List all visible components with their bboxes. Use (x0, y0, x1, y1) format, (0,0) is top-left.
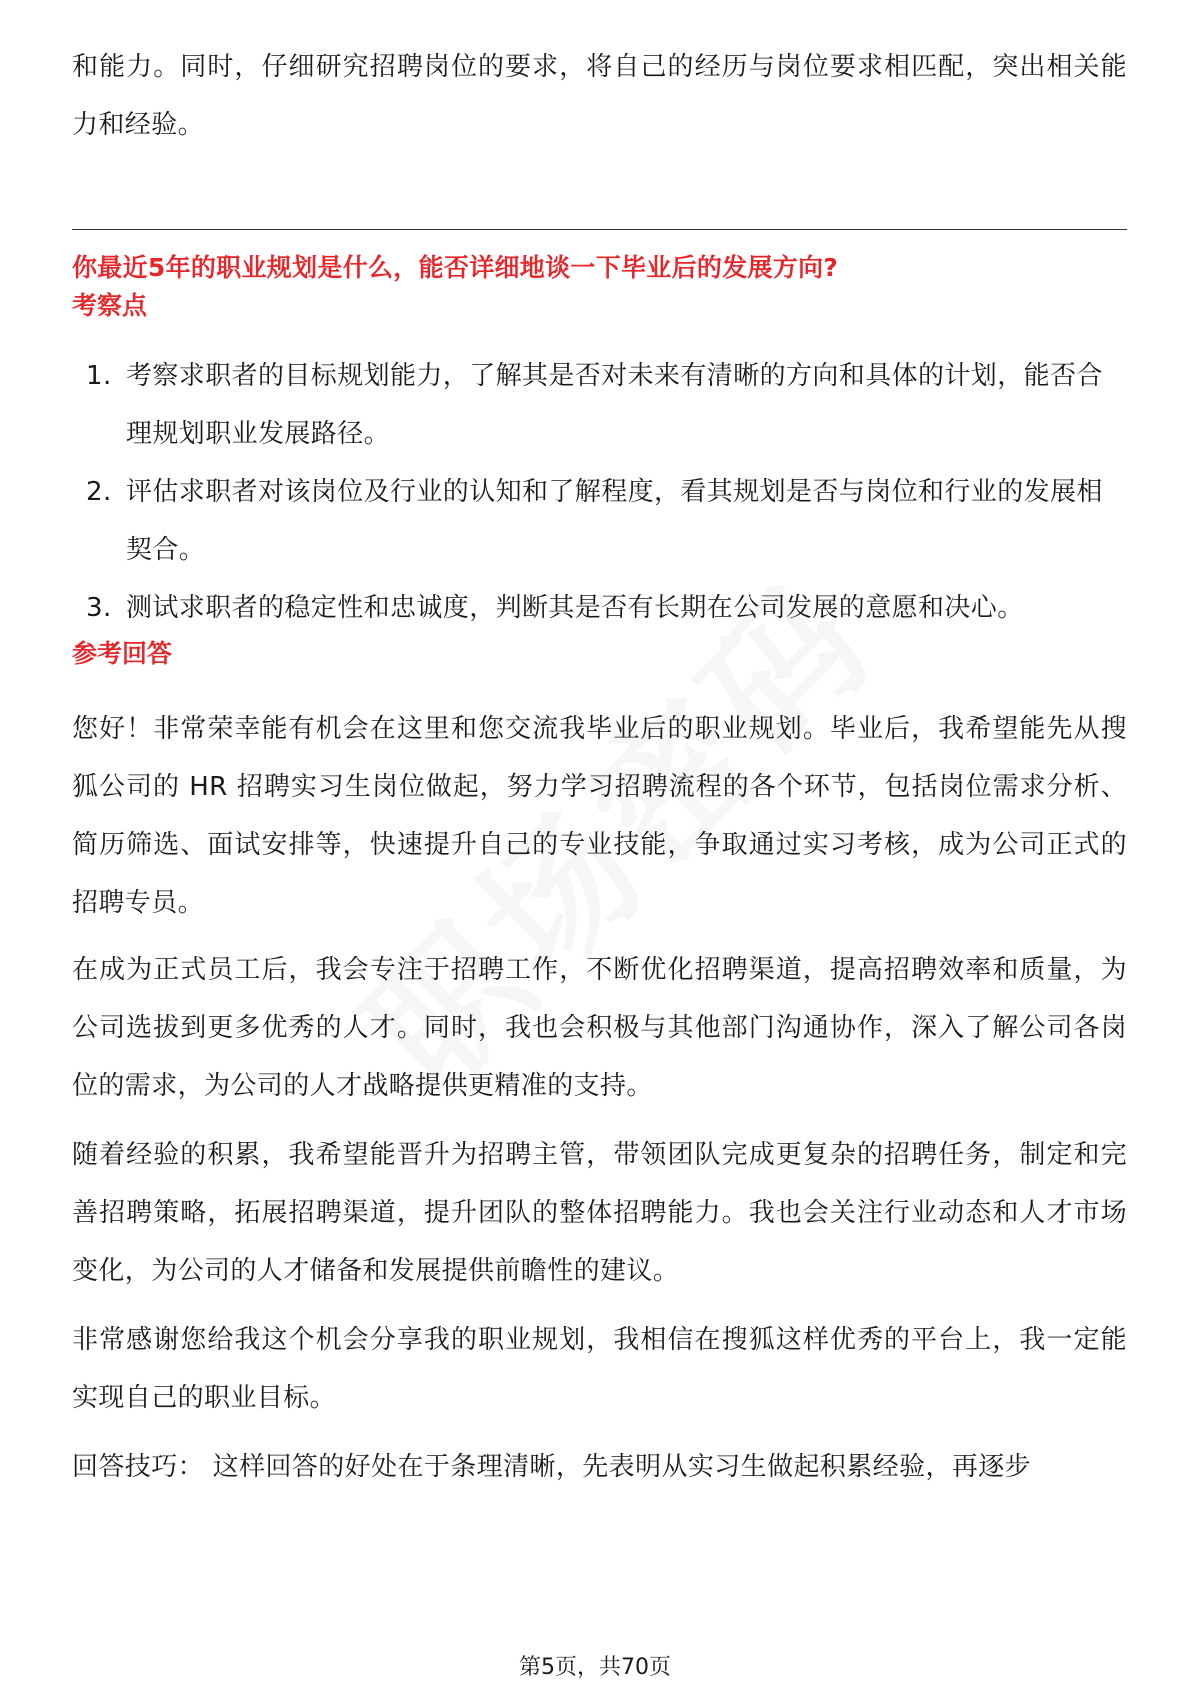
list-item-number: 1. (86, 361, 112, 391)
list-item-text: 评估求职者对该岗位及行业的认知和了解程度，看其规划是否与岗位和行业的发展相契合。 (126, 477, 1103, 565)
list-item (72, 579, 1127, 637)
list-item-text: 测试求职者的稳定性和忠诚度，判断其是否有长期在公司发展的意愿和决心。 (126, 593, 1024, 623)
answer-paragraph: 您好！非常荣幸能有机会在这里和您交流我毕业后的职业规划。毕业后，我希望能先从搜狐公司的 HR 招聘实习生岗位做起，努力学习招聘流程的各个环节，包括岗位需求分析、简历筛选、面试安排等，快速提升自己的专业技能，争取通过实习考核，成为公司正式的招聘专员。 (72, 714, 1127, 918)
intro-paragraph: 和能力。同时，仔细研究招聘岗位的要求，将自己的经历与岗位要求相匹配，突出相关能力和经验。 (72, 52, 1127, 140)
answer-paragraph-1-container (72, 700, 1127, 932)
intro-paragraph-container (72, 38, 1127, 154)
answer-paragraph-4-container (72, 1311, 1127, 1427)
answer-paragraph-2-container (72, 941, 1127, 1115)
answer-paragraph-3-container (72, 1126, 1127, 1300)
answer-section (72, 632, 1127, 676)
list-item (72, 347, 1127, 463)
page-number: 第5页，共70页 (519, 1655, 671, 1680)
list-item-text: 考察求职者的目标规划能力，了解其是否对未来有清晰的方向和具体的计划，能否合理规划职业发展路径。 (126, 361, 1103, 449)
answer-tip: 回答技巧： 这样回答的好处在于条理清晰，先表明从实习生做起积累经验，再逐步 (72, 1452, 1032, 1482)
question-heading: 你最近5年的职业规划是什么，能否详细地谈一下毕业后的发展方向? (72, 253, 839, 282)
list-item (72, 463, 1127, 579)
answer-paragraph: 在成为正式员工后，我会专注于招聘工作，不断优化招聘渠道，提高招聘效率和质量，为公司选拔到更多优秀的人才。同时，我也会积极与其他部门沟通协作，深入了解公司各岗位的需求，为公司的人才战略提供更精准的支持。 (72, 955, 1127, 1101)
answer-heading: 参考回答 (72, 639, 173, 668)
assessment-section (72, 284, 1127, 328)
assessment-heading: 考察点 (72, 291, 148, 320)
list-item-number: 2. (86, 477, 112, 507)
section-divider (72, 229, 1127, 230)
answer-tip-container (72, 1438, 1127, 1496)
answer-paragraph: 随着经验的积累，我希望能晋升为招聘主管，带领团队完成更复杂的招聘任务，制定和完善招聘策略，拓展招聘渠道，提升团队的整体招聘能力。我也会关注行业动态和人才市场变化，为公司的人才储备和发展提供前瞻性的建议。 (72, 1140, 1127, 1286)
assessment-list (72, 347, 1127, 637)
assessment-list-container (72, 347, 1127, 637)
answer-paragraph: 非常感谢您给我这个机会分享我的职业规划，我相信在搜狐这样优秀的平台上，我一定能实现自己的职业目标。 (72, 1325, 1127, 1413)
list-item-number: 3. (86, 593, 112, 623)
